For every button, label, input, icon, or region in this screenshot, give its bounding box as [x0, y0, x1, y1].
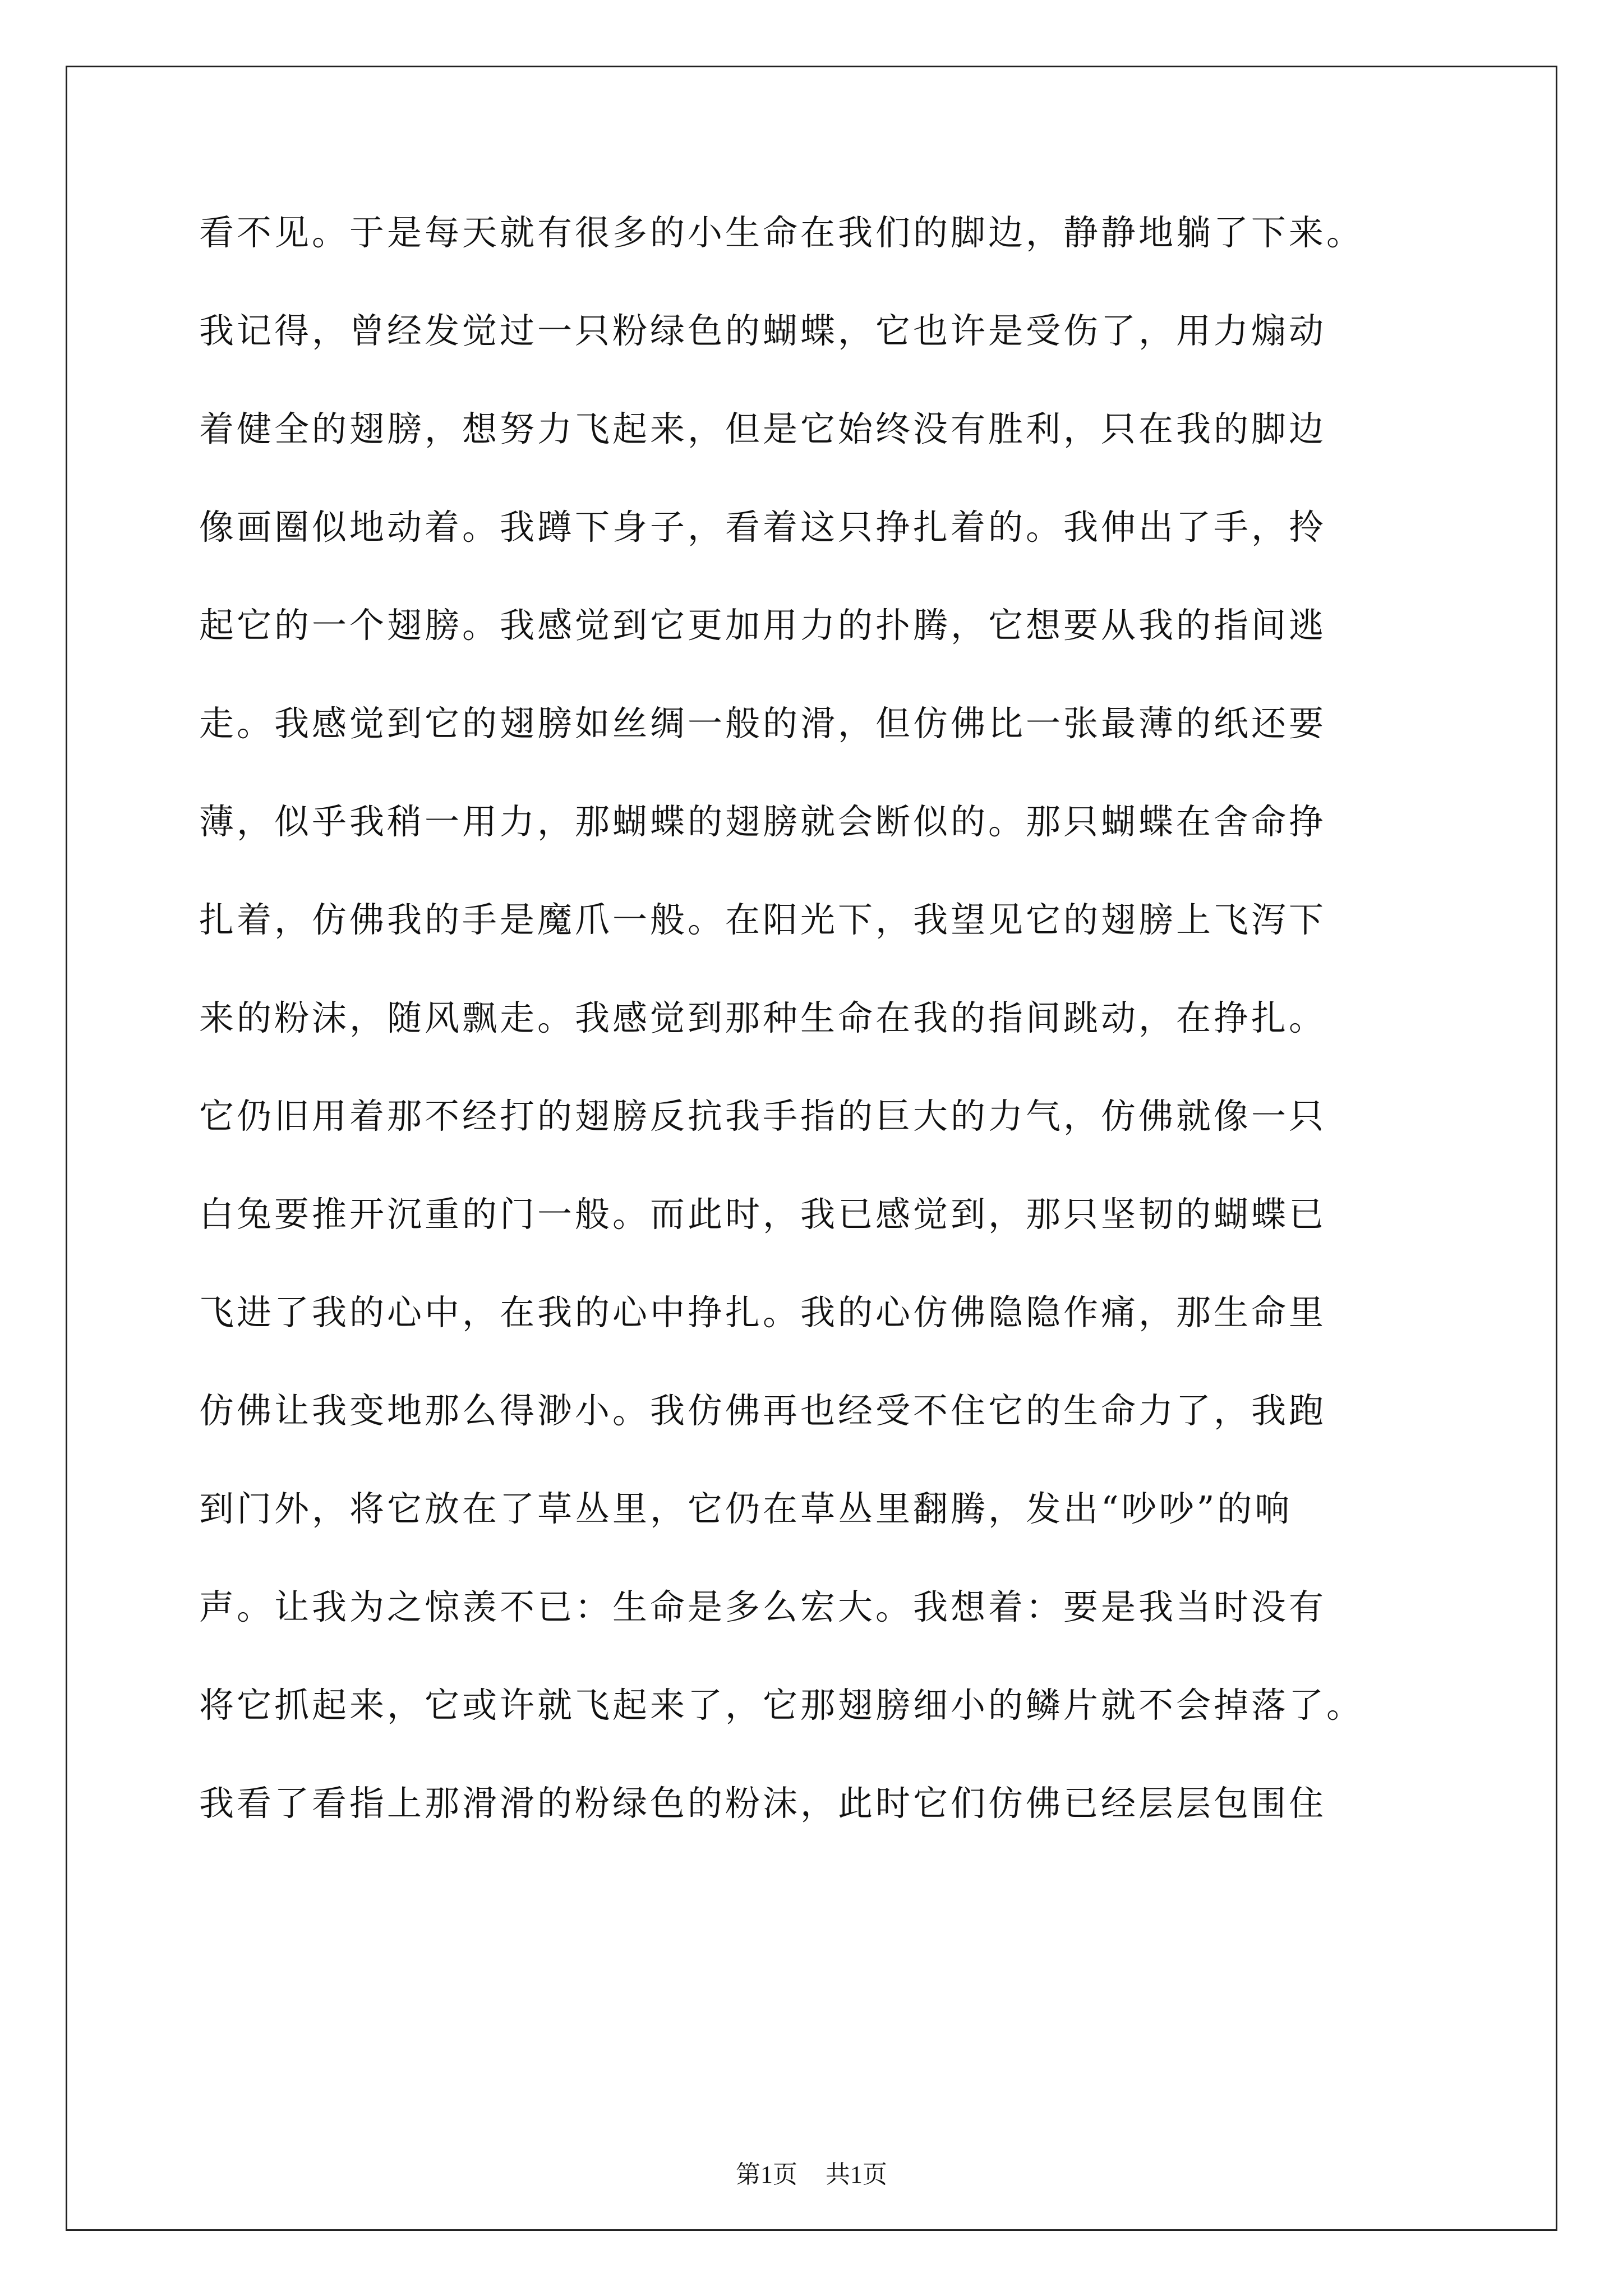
text-line: 将它抓起来，它或许就飞起来了，它那翅膀细小的鳞片就不会掉落了。 — [199, 1685, 1364, 1726]
page-number: 第1页 — [736, 2161, 797, 2188]
text-line: 仿佛让我变地那么得渺小。我仿佛再也经受不住它的生命力了，我跑 — [199, 1390, 1327, 1431]
text-line: 走。我感觉到它的翅膀如丝绸一般的滑，但仿佛比一张最薄的纸还要 — [199, 703, 1327, 744]
page-total: 共1页 — [826, 2161, 887, 2188]
text-line: 白兔要推开沉重的门一般。而此时，我已感觉到，那只坚韧的蝴蝶已 — [199, 1194, 1327, 1235]
text-line: 起它的一个翅膀。我感觉到它更加用力的扑腾，它想要从我的指间逃 — [199, 605, 1327, 646]
document-body — [199, 199, 1455, 1868]
text-line: 扎着，仿佛我的手是魔爪一般。在阳光下，我望见它的翅膀上飞泻下 — [199, 899, 1327, 940]
text-line: 它仍旧用着那不经打的翅膀反抗我手指的巨大的力气，仿佛就像一只 — [199, 1096, 1327, 1137]
text-line: 着健全的翅膀，想努力飞起来，但是它始终没有胜利，只在我的脚边 — [199, 408, 1327, 449]
text-line: 到门外，将它放在了草丛里，它仍在草丛里翻腾，发出“吵吵”的响 — [199, 1488, 1293, 1529]
text-line: 来的粉沫，随风飘走。我感觉到那种生命在我的指间跳动，在挣扎。 — [199, 997, 1327, 1038]
text-line: 像画圈似地动着。我蹲下身子，看着这只挣扎着的。我伸出了手，拎 — [199, 507, 1327, 547]
text-line: 我记得，曾经发觉过一只粉绿色的蝴蝶，它也许是受伤了，用力煽动 — [199, 310, 1327, 351]
text-line: 薄，似乎我稍一用力，那蝴蝶的翅膀就会断似的。那只蝴蝶在舍命挣 — [199, 801, 1327, 842]
page-footer — [0, 2154, 1623, 2190]
text-line: 看不见。于是每天就有很多的小生命在我们的脚边，静静地躺了下来。 — [199, 212, 1364, 253]
text-line: 飞进了我的心中，在我的心中挣扎。我的心仿佛隐隐作痛，那生命里 — [199, 1292, 1327, 1333]
text-line: 我看了看指上那滑滑的粉绿色的粉沫，此时它们仿佛已经层层包围住 — [199, 1783, 1327, 1824]
text-line: 声。让我为之惊羡不已：生命是多么宏大。我想着：要是我当时没有 — [199, 1586, 1327, 1627]
